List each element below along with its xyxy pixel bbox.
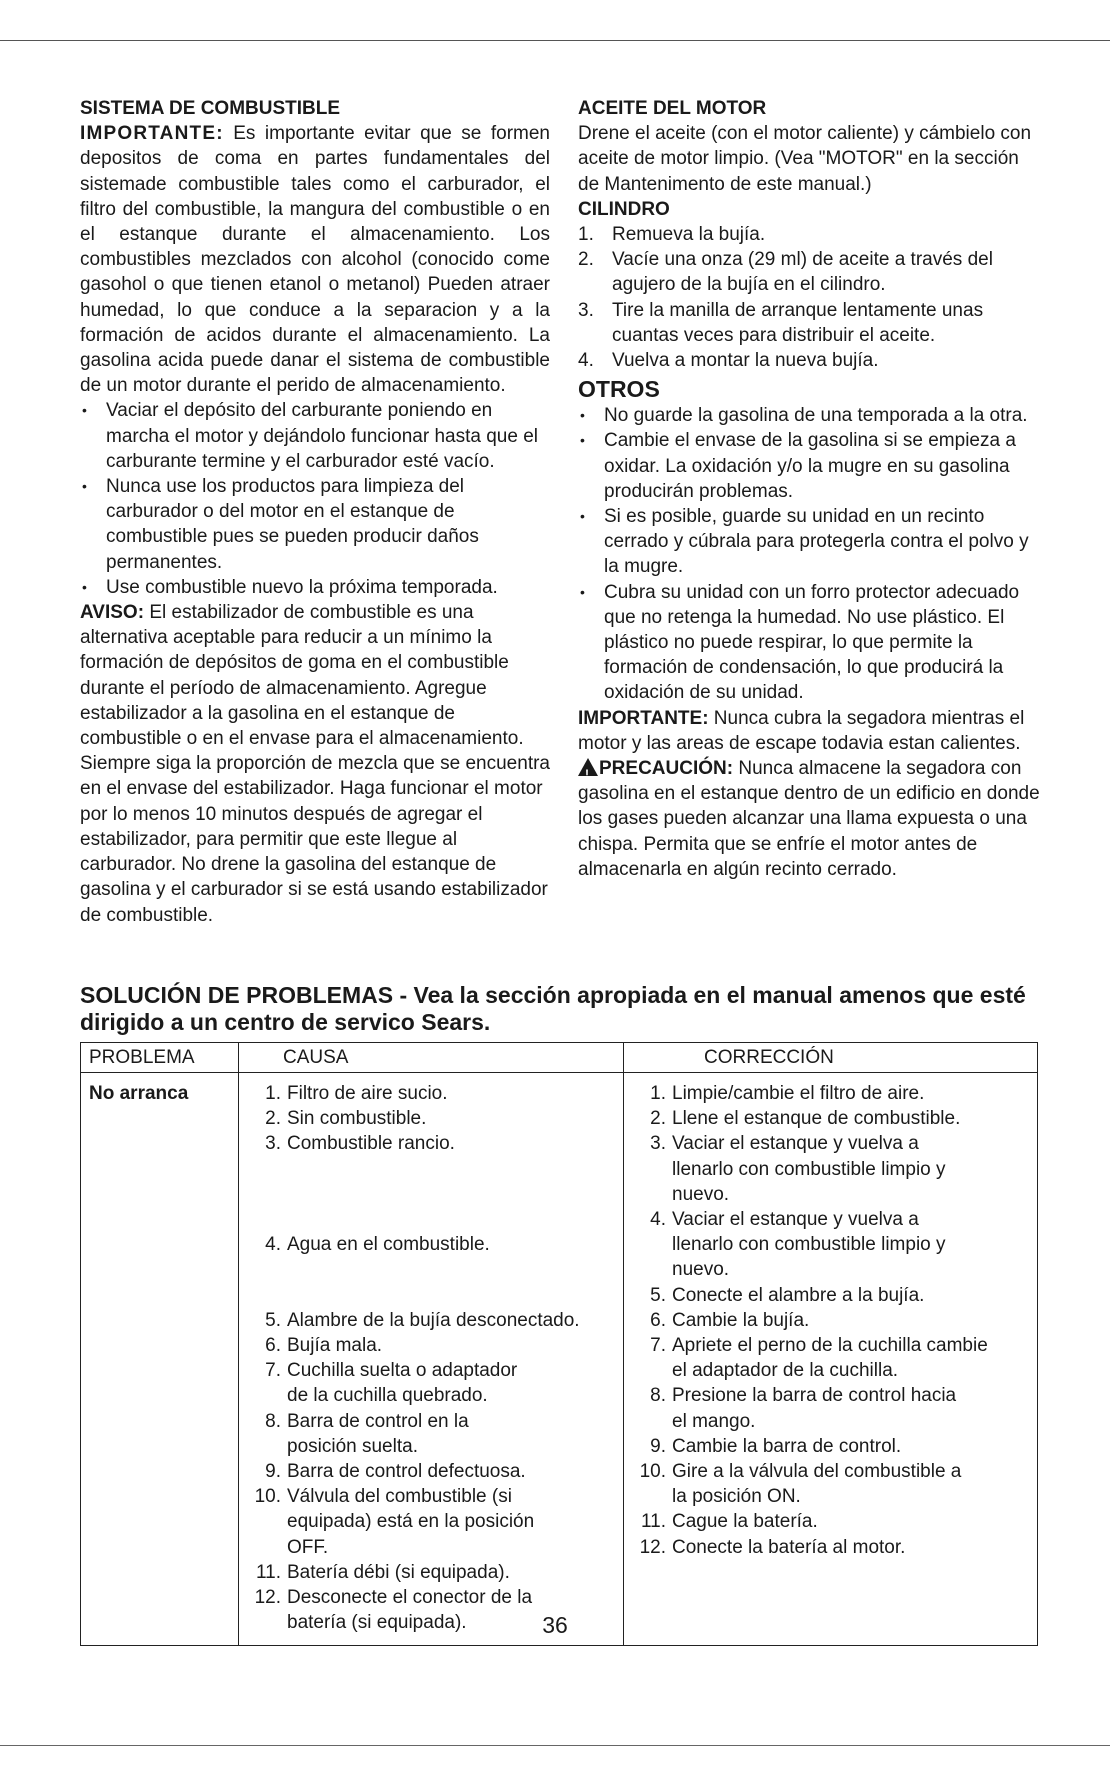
important-label: IMPORTANTE: — [80, 123, 224, 145]
item-text: Batería débi (si equipada). — [287, 1561, 510, 1583]
item-number: 3. — [650, 1133, 666, 1155]
item-text: Presione la barra de control hacia el mango. — [672, 1385, 957, 1432]
correction-item — [632, 1459, 962, 1509]
correction-item — [632, 1207, 962, 1283]
important-label: IMPORTANTE: — [578, 707, 709, 729]
fuel-bullet: • Nunca use los productos para limpieza del carburador o del motor en el estanque de combustible pues se pueden producir daños permanentes. — [80, 474, 550, 575]
item-text: Llene el estanque de combustible. — [672, 1108, 961, 1130]
item-number: 5. — [650, 1284, 666, 1306]
cause-item — [247, 1081, 617, 1106]
item-text: Agua en el combustible. — [287, 1234, 490, 1256]
left-column — [80, 96, 550, 928]
cause-item — [247, 1131, 617, 1156]
item-text: Conecte la batería al motor. — [672, 1536, 906, 1558]
item-text: Bujía mala. — [287, 1334, 383, 1356]
cause-item — [247, 1560, 617, 1585]
item-number: 4. — [650, 1208, 666, 1230]
item-text: Válvula del combustible (si equipada) está en la posición OFF. — [287, 1486, 535, 1558]
item-number: 8. — [265, 1410, 281, 1432]
step-text: Vuelva a montar la nueva bujía. — [612, 350, 879, 372]
manual-page — [80, 96, 1040, 1646]
engine-oil-heading: ACEITE DEL MOTOR — [578, 98, 767, 119]
right-column — [578, 96, 1040, 928]
item-text: Filtro de aire sucio. — [287, 1082, 448, 1104]
item-number: 11. — [640, 1511, 666, 1533]
item-text: Conecte el alambre a la bujía. — [672, 1284, 925, 1306]
item-number: 12. — [639, 1536, 666, 1558]
caution-text: Nunca almacene la segadora con gasolina en el estanque dentro de un edificio en donde los gases pueden alcanzar una llama expuesta o una chispa. Permita que se enfríe el motor antes de almacenarla en algún recinto cerrado. — [578, 758, 1040, 880]
header-cause: CAUSA — [239, 1042, 624, 1072]
cause-item — [247, 1308, 617, 1333]
correction-item — [632, 1535, 1031, 1560]
otros-bullet: • Cambie el envase de la gasolina si se empieza a oxidar. La oxidación y/o la mugre en su gasolina producirán problemas. — [578, 428, 1040, 504]
cylinder-step — [578, 247, 1040, 297]
step-text: Remueva la bujía. — [612, 224, 766, 246]
important-paragraph — [80, 121, 550, 398]
item-text: Sin combustible. — [287, 1108, 427, 1130]
item-text: Barra de control en la posición suelta. — [287, 1410, 469, 1457]
item-text: Apriete el perno de la cuchilla cambie el adaptador de la cuchilla. — [672, 1334, 988, 1382]
item-text: Desconecte el conector de la batería (si equipada). — [287, 1586, 533, 1634]
item-text: Barra de control defectuosa. — [287, 1460, 526, 1482]
item-text: Vaciar el estanque y vuelva a llenarlo con combustible limpio y nuevo. — [672, 1133, 946, 1205]
item-number: 6. — [265, 1334, 281, 1356]
correction-item — [632, 1333, 1002, 1383]
cause-item — [247, 1484, 577, 1560]
step-number: 4. — [578, 350, 594, 372]
cause-item — [247, 1106, 617, 1131]
cause-item — [247, 1409, 507, 1459]
cylinder-step — [578, 348, 1040, 373]
item-text: Cuchilla suelta o adaptador de la cuchilla quebrado. — [287, 1360, 518, 1407]
aviso-paragraph — [80, 600, 550, 928]
item-text: Limpie/cambie el filtro de aire. — [672, 1082, 925, 1104]
cylinder-heading: CILINDRO — [578, 198, 670, 220]
correction-item — [632, 1308, 1031, 1333]
table-header-row — [81, 1042, 1038, 1072]
fuel-bullet: • Use combustible nuevo la próxima temporada. — [80, 575, 550, 600]
engine-oil-text: Drene el aceite (con el motor caliente) y cámbielo con aceite de motor limpio. (Vea "MOTOR" en la sección de Mantenimento de este manual.) — [578, 123, 1032, 195]
item-number: 10. — [639, 1460, 666, 1482]
correction-item — [632, 1106, 1031, 1131]
item-number: 9. — [265, 1460, 281, 1482]
otros-bullet: • Si es posible, guarde su unidad en un recinto cerrado y cúbrala para protegerla contra el polvo y la mugre. — [578, 504, 1040, 580]
item-text: Vaciar el estanque y vuelva a llenarlo con combustible limpio y nuevo. — [672, 1208, 946, 1281]
page-number: 36 — [542, 1612, 568, 1638]
step-text: Tire la manilla de arranque lentamente unas cuantas veces para distribuir el aceite. — [612, 299, 984, 346]
cause-cell — [239, 1072, 624, 1645]
important-text: Es importante evitar que se formen depositos de coma en partes fundamentales del sistemade combustible tales como el carburador, el filtro del combustible, la mangura del combustible o en el estanque durante el almacenamiento. Los combustibles mezclados con alcohol (conocido come gasohol o que tienen etanol o metanol) Pueden atraer humedad, lo que conduce a la separacion y a la formación de acidos durante el almacenamiento. La gasolina acida puede danar el sistema de combustible de un motor durante el perido de almacenamiento. — [80, 123, 550, 397]
item-number: 1. — [265, 1082, 281, 1104]
item-number: 5. — [265, 1309, 281, 1331]
item-text: Cague la batería. — [672, 1511, 818, 1533]
correction-cell — [624, 1072, 1038, 1645]
important-cover-paragraph — [578, 706, 1040, 756]
caution-paragraph — [578, 756, 1040, 882]
two-column-body — [80, 96, 1040, 928]
correction-item — [632, 1131, 962, 1207]
otros-bullet: • Cubra su unidad con un forro protector adecuado que no retenga la humedad. No use plástico. El plástico no puede respirar, lo que permite la formación de condensación, lo que producirá la oxidación de su unidad. — [578, 580, 1040, 706]
item-number: 8. — [650, 1385, 666, 1407]
otros-bullet: • No guarde la gasolina de una temporada a la otra. — [578, 403, 1040, 428]
item-number: 12. — [254, 1586, 281, 1608]
problem-cell: No arranca — [81, 1072, 239, 1645]
troubleshooting-title: SOLUCIÓN DE PROBLEMAS - Vea la sección apropiada en el manual amenos que esté dirigido a un centro de servico Sears. — [80, 981, 1026, 1035]
cause-item — [247, 1459, 617, 1484]
table-row — [81, 1072, 1038, 1645]
item-number: 3. — [265, 1133, 281, 1155]
item-number: 4. — [265, 1234, 281, 1256]
correction-item — [632, 1434, 1031, 1459]
step-text: Vacíe una onza (29 ml) de aceite a través del agujero de la bujía en el cilindro. — [612, 249, 993, 296]
correction-item — [632, 1283, 1031, 1308]
header-problem: PROBLEMA — [81, 1042, 239, 1072]
item-number: 2. — [265, 1108, 281, 1130]
item-number: 6. — [650, 1309, 666, 1331]
item-text: Combustible rancio. — [287, 1133, 455, 1155]
top-rule — [0, 40, 1110, 41]
item-text: Gire a la válvula del combustible a la posición ON. — [672, 1460, 962, 1508]
item-text: Cambie la bujía. — [672, 1309, 810, 1331]
warning-triangle-icon — [578, 758, 598, 776]
correction-item — [632, 1383, 962, 1433]
correction-item — [632, 1081, 1031, 1106]
aviso-text: El estabilizador de combustible es una alternativa aceptable para reducir a un mínimo la formación de depósitos de goma en el combustible durante el período de almacenamiento. Agregue estabilizador a la gasolina en el estanque de combustible o en el envase para el almacenamiento. Siempre siga la proporción de mezcla que se encuentra en el envase del estabilizador. Haga funcionar el motor por lo menos 10 minutos después de agregar el estabilizador, para permitir que este llegue al carburador. No drene la gasolina del estanque de gasolina y el carburador si se está usando estabilizador de combustible. — [80, 602, 550, 926]
correction-item — [632, 1509, 1031, 1534]
cylinder-step — [578, 222, 1040, 247]
aviso-label: AVISO: — [80, 602, 145, 624]
cause-item — [247, 1232, 617, 1257]
cause-item — [247, 1333, 617, 1358]
step-number: 1. — [578, 224, 594, 246]
step-number: 3. — [578, 299, 594, 321]
cylinder-step — [578, 298, 1040, 348]
fuel-system-heading: SISTEMA DE COMBUSTIBLE — [80, 98, 341, 119]
item-number: 9. — [650, 1435, 666, 1457]
item-number: 2. — [650, 1108, 666, 1130]
cause-item — [247, 1358, 537, 1408]
fuel-bullet: • Vaciar el depósito del carburante poniendo en marcha el motor y dejándolo funcionar hasta que el carburante termine y el carburador esté vacío. — [80, 398, 550, 474]
step-number: 2. — [578, 249, 594, 271]
item-number: 1. — [650, 1082, 666, 1104]
item-text: Alambre de la bujía desconectado. — [287, 1309, 580, 1331]
item-text: Cambie la barra de control. — [672, 1435, 902, 1457]
item-number: 7. — [650, 1334, 666, 1356]
header-correction: CORRECCIÓN — [624, 1042, 1038, 1072]
item-number: 7. — [265, 1360, 281, 1382]
item-number: 10. — [254, 1486, 281, 1508]
bottom-rule — [0, 1745, 1110, 1746]
item-number: 11. — [255, 1561, 281, 1583]
important-cover-text: Nunca cubra la segadora mientras el motor y las areas de escape todavia estan calientes. — [578, 707, 1025, 754]
otros-heading: OTROS — [578, 376, 660, 403]
troubleshooting-table — [80, 1042, 1038, 1647]
caution-label: PRECAUCIÓN: — [599, 758, 734, 780]
